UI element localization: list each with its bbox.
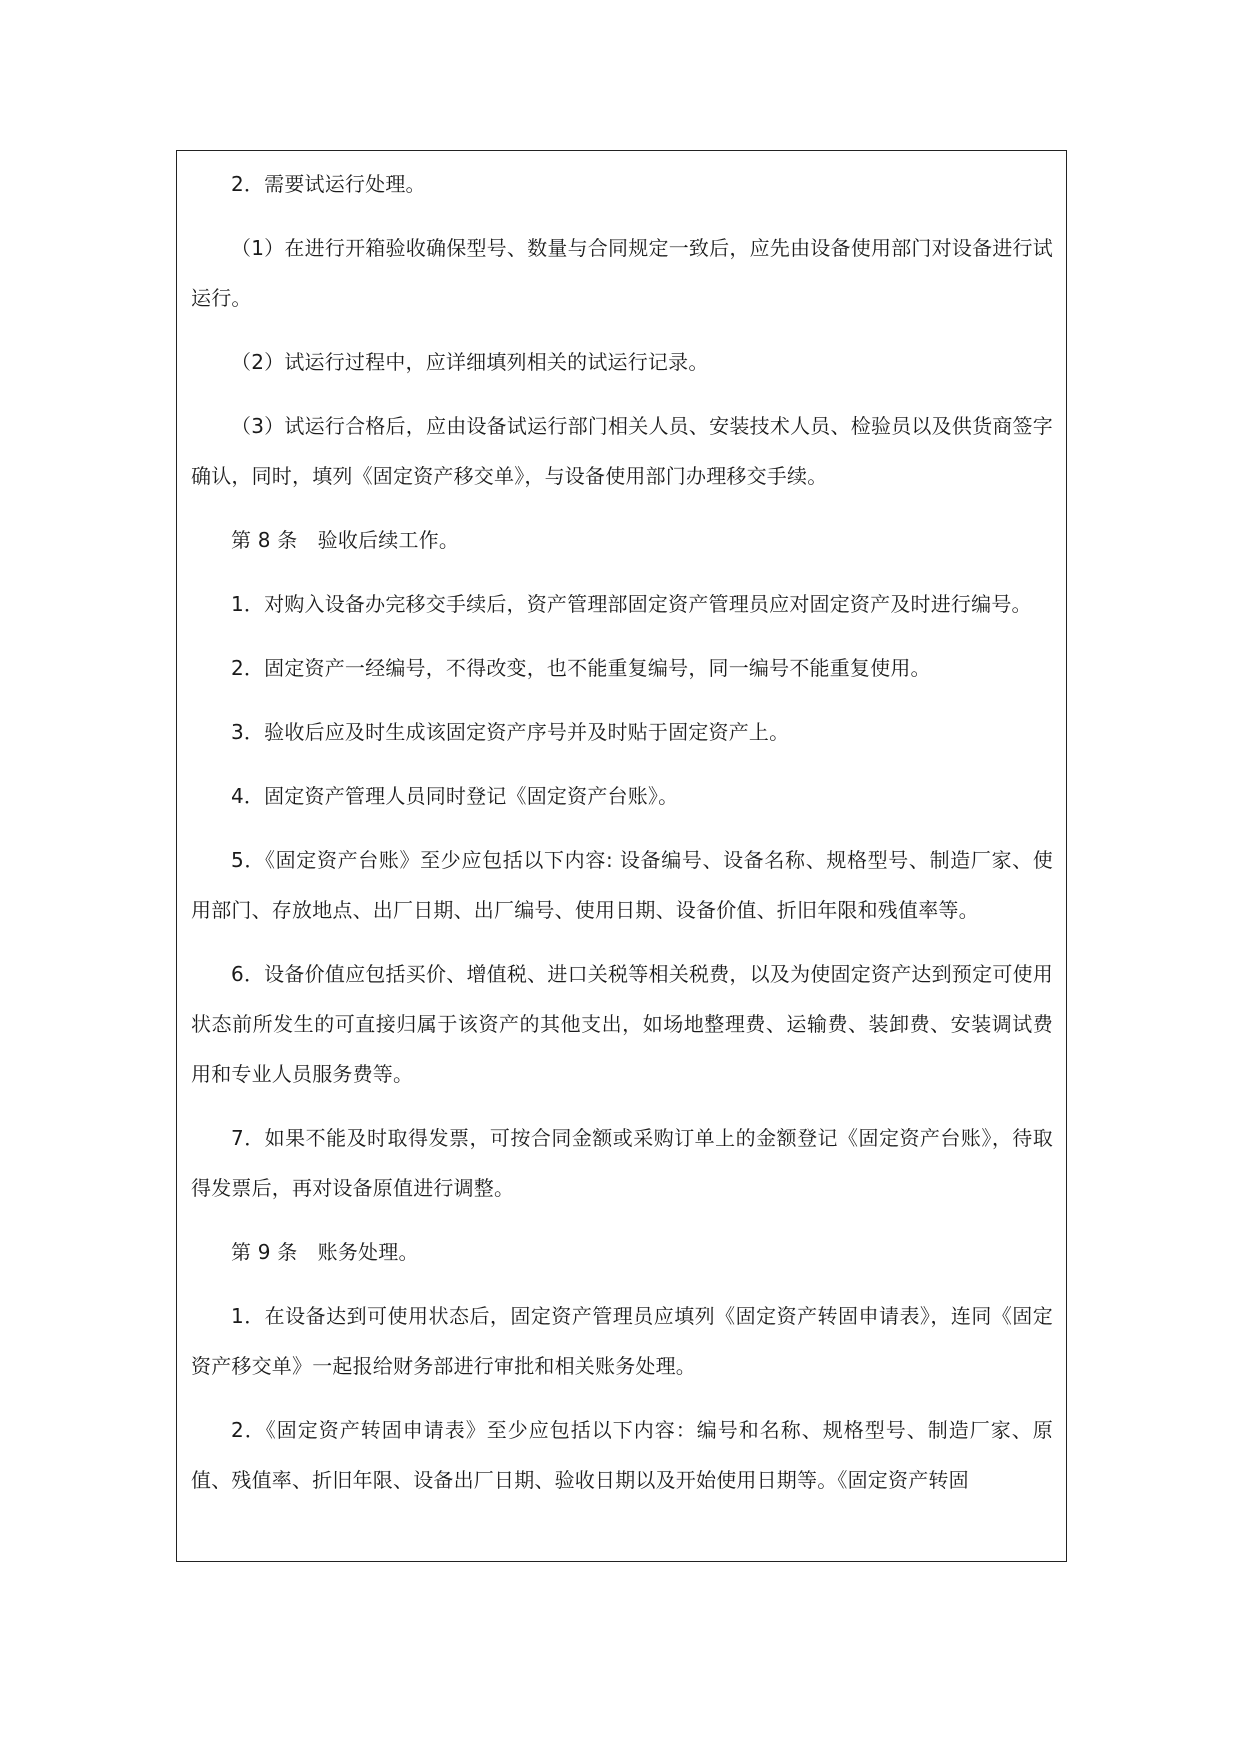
- paragraph-trial-run-heading: 2．需要试运行处理。: [231, 172, 426, 196]
- paragraph-trial-run-step-1: （1）在进行开箱验收确保型号、数量与合同规定一致后，应先由设备使用部门对设备进行试运行。: [191, 236, 1053, 310]
- paragraph-article-8-item-7: 7．如果不能及时取得发票，可按合同金额或采购订单上的金额登记《固定资产台账》，待取得发票后，再对设备原值进行调整。: [191, 1126, 1053, 1200]
- paragraph-article-8-item-5: 5．《固定资产台账》至少应包括以下内容: 设备编号、设备名称、规格型号、制造厂家、使用部门、存放地点、出厂日期、出厂编号、使用日期、设备价值、折旧年限和残值率等。: [191, 848, 1053, 922]
- paragraph-article-9-item-2: 2．《固定资产转固申请表》至少应包括以下内容：编号和名称、规格型号、制造厂家、原值、残值率、折旧年限、设备出厂日期、验收日期以及开始使用日期等。《固定资产转固: [191, 1418, 1053, 1492]
- document-table-frame: [176, 150, 1067, 1562]
- paragraph-article-8-item-2: 2．固定资产一经编号，不得改变，也不能重复编号，同一编号不能重复使用。: [231, 656, 931, 680]
- article-8-heading: 第 8 条 验收后续工作。: [231, 528, 460, 552]
- paragraph-article-8-item-1: 1．对购入设备办完移交手续后，资产管理部固定资产管理员应对固定资产及时进行编号。: [231, 592, 1032, 616]
- article-9-heading: 第 9 条 账务处理。: [231, 1240, 419, 1264]
- paragraph-article-9-item-1: 1．在设备达到可使用状态后，固定资产管理员应填列《固定资产转固申请表》，连同《固定资产移交单》一起报给财务部进行审批和相关账务处理。: [191, 1304, 1053, 1378]
- paragraph-trial-run-step-2: （2）试运行过程中，应详细填列相关的试运行记录。: [231, 350, 709, 374]
- paragraph-trial-run-step-3: （3）试运行合格后，应由设备试运行部门相关人员、安装技术人员、检验员以及供货商签字确认，同时，填列《固定资产移交单》，与设备使用部门办理移交手续。: [191, 414, 1053, 488]
- document-body: [191, 159, 1053, 1519]
- paragraph-article-8-item-6: 6．设备价值应包括买价、增值税、进口关税等相关税费，以及为使固定资产达到预定可使用状态前所发生的可直接归属于该资产的其他支出，如场地整理费、运输费、装卸费、安装调试费用和专业人员服务费等。: [191, 962, 1053, 1086]
- paragraph-article-8-item-4: 4．固定资产管理人员同时登记《固定资产台账》。: [231, 784, 679, 808]
- paragraph-article-8-item-3: 3．验收后应及时生成该固定资产序号并及时贴于固定资产上。: [231, 720, 790, 744]
